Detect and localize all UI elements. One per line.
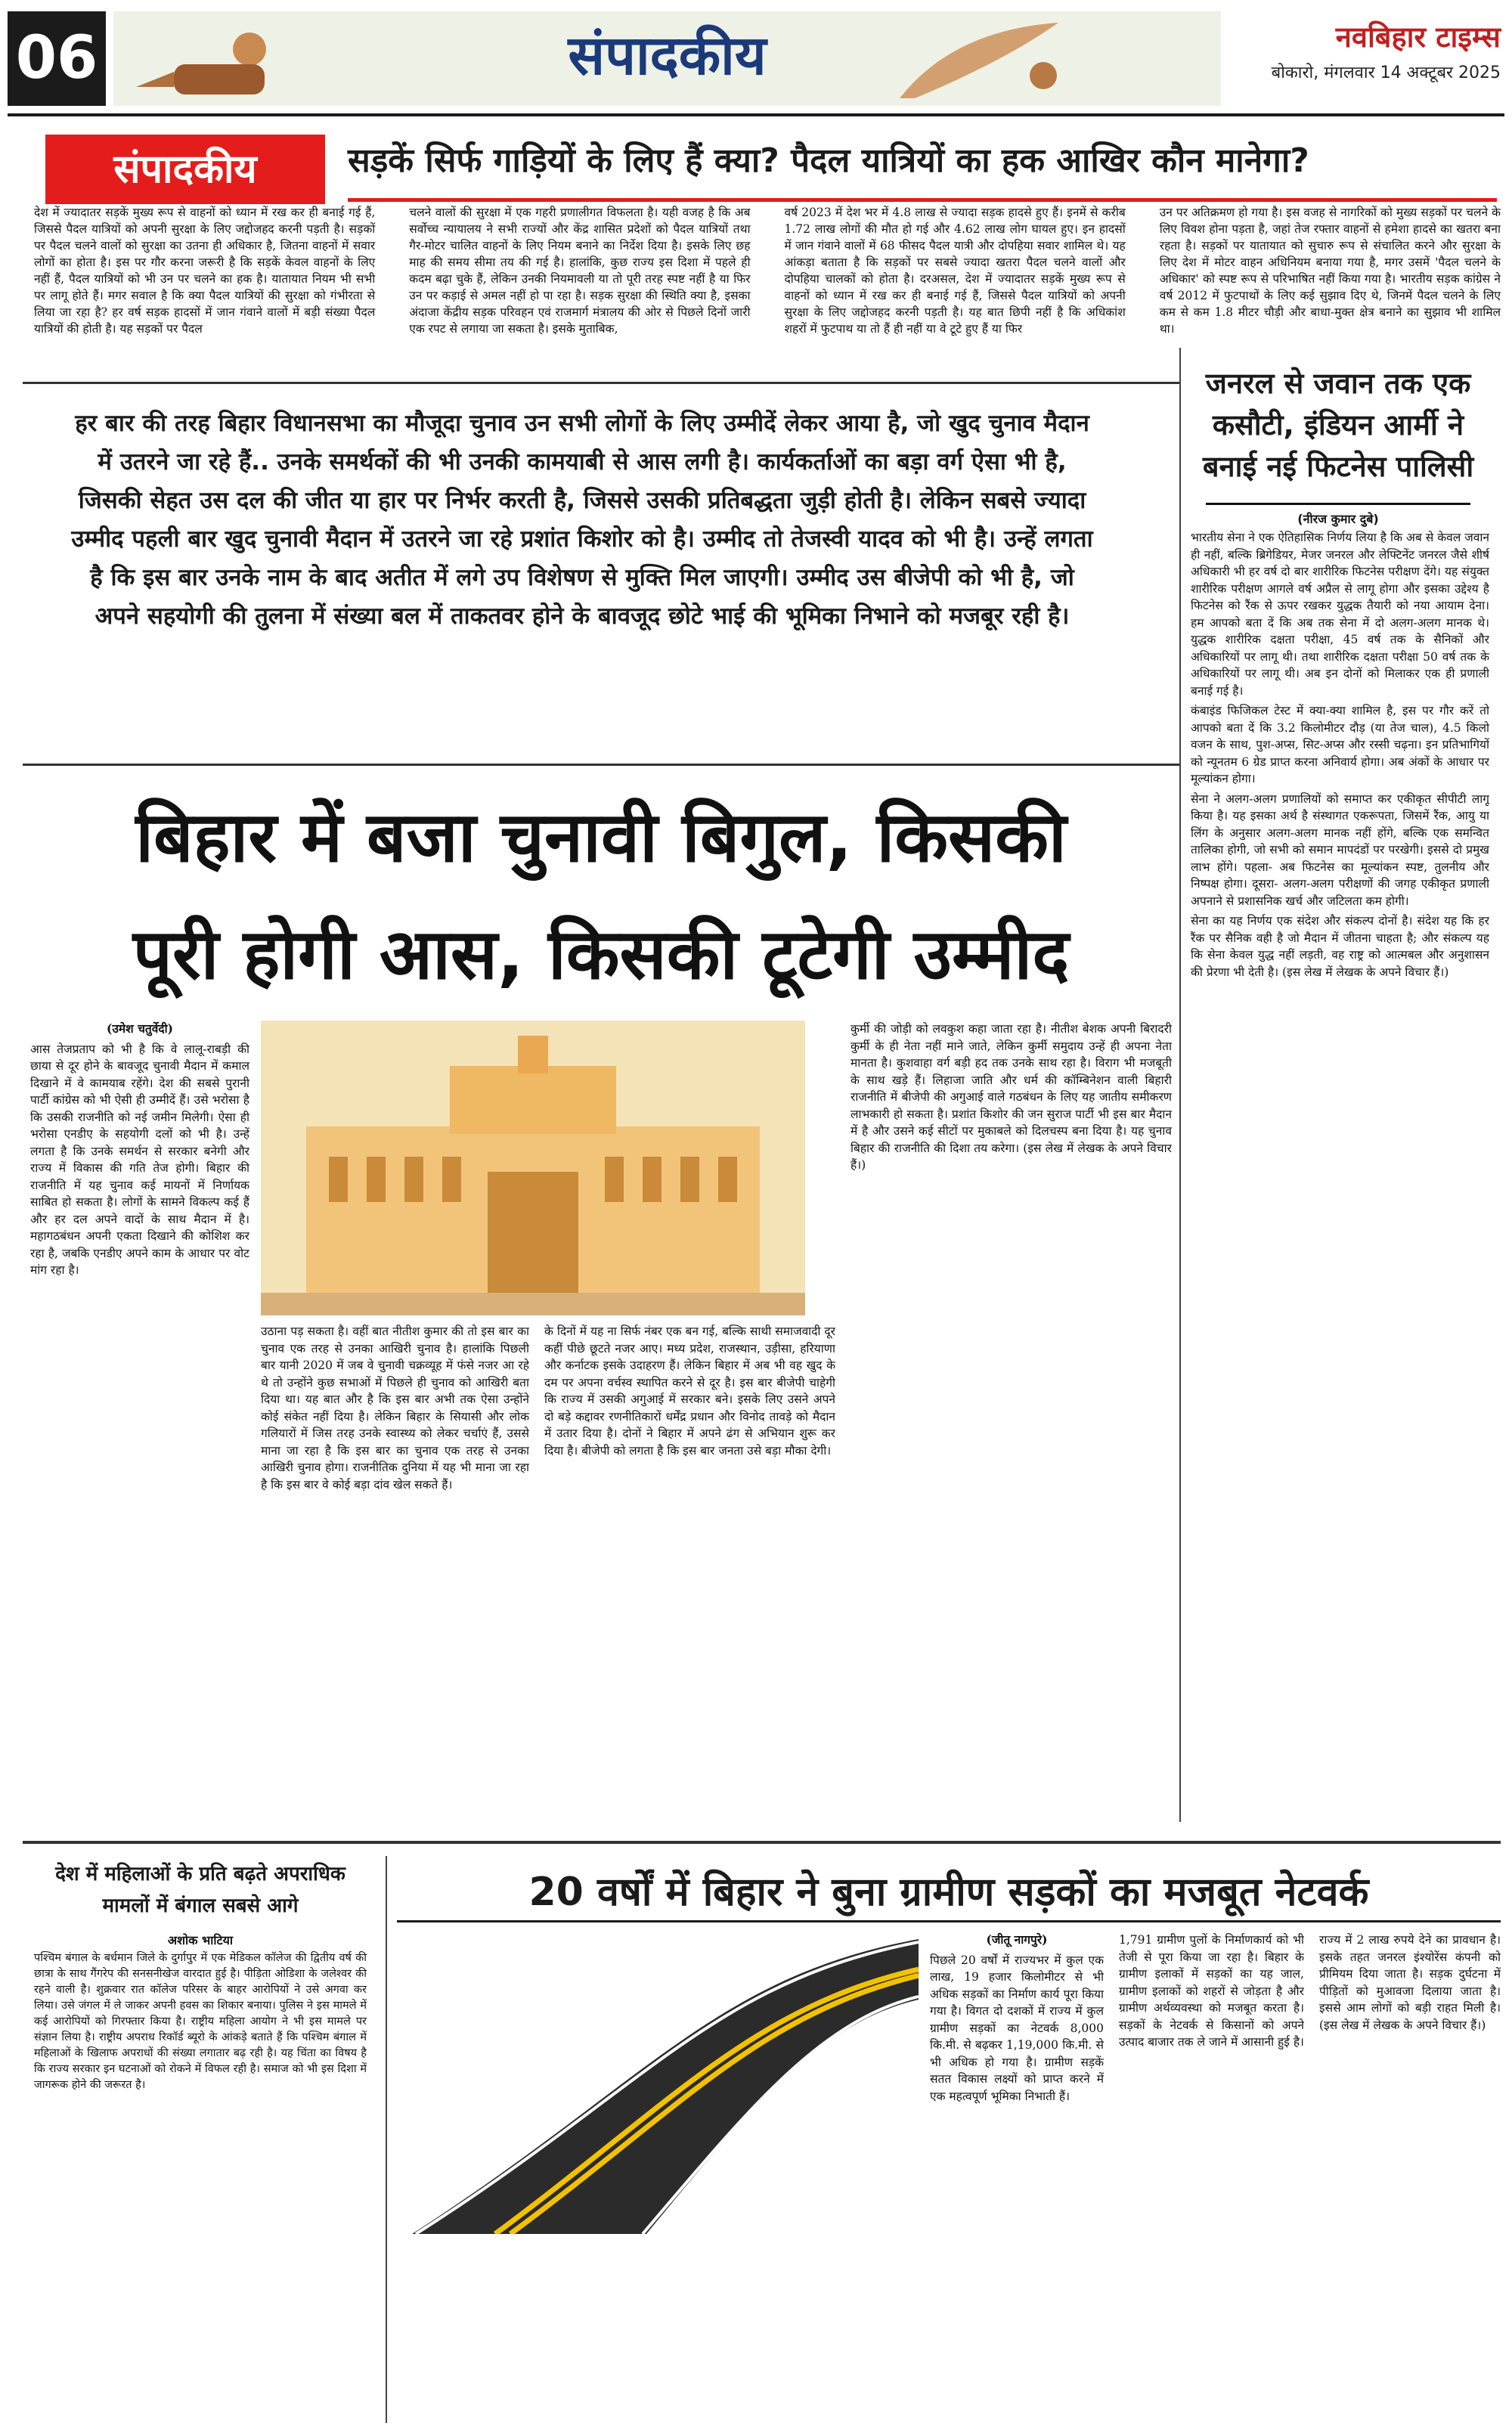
sidebar-paragraph: सेना ने अलग-अलग प्रणालियों को समाप्त कर एकीकृत सीपीटी लागू किया है। यह इसका अर्थ है संस्थागत एकरूपता, जिसमें रैंक, आयु या लिंग के अनुसार अलग-अलग मानक नहीं होंगे, बल्कि एक समन्वित तालिका होगी, जो सभी को समान मापदंडों पर परखेगी। इससे दो प्रमुख लाभ होंगे। पहला- अब फिटनेस का मूल्यांकन स्पष्ट, तुलनीय और निष्पक्ष होगा। दूसरा- अलग-अलग परीक्षणों की जगह एकीकृत प्रणाली अपनाने से प्रशासनिक खर्च और जटिलता कम होगी। [1191,792,1489,908]
roads-rule [397,1920,1501,1922]
dateline: बोकारो, मंगलवार 14 अक्टूबर 2025 [1271,64,1501,82]
lead-byline: (उमेश चतुर्वेदी) [107,1021,173,1036]
crime-paragraph: पश्चिम बंगाल के बर्धमान जिले के दुर्गापुर में एक मेडिकल कॉलेज की द्वितीय वर्ष की छात्रा के साथ गैंगरेप की सनसनीखेज वारदात हुई है। पीड़िता ओडिशा के जलेश्वर की रहने वाली है। शुक्रवार रात कॉलेज परिसर के बाहर आरोपियों ने उसे अगवा कर लिया। उसे जंगल में ले जाकर अपनी हवस का शिकार बनाया। पुलिस ने इस मामले में कई आरोपियों को गिरफ्तार किया है। राष्ट्रीय महिला आयोग ने भी इस मामले पर संज्ञान लिया है। राष्ट्रीय अपराध रिकॉर्ड ब्यूरो के आंकड़े बताते हैं कि पश्चिम बंगाल में महिलाओं के खिलाफ अपराधों की संख्या लगातार बढ़ रही है। यह चिंता का विषय है कि राज्य सरकार इन घटनाओं को रोकने में विफल रही है। समाज को भी इस दिशा में जागरूक होने की जरूरत है। [34,1952,367,2091]
roads-column [930,1932,1104,2415]
lead-paragraph: कुर्मी की जोड़ी को लवकुश कहा जाता रहा है। नीतीश बेशक अपनी बिरादरी कुर्मी के ही नेता नहीं माने जाते, लेकिन कुर्मी समुदाय उन्हें ही अपना नेता मानता है। कुशवाहा वर्ग बड़ी हद तक उनके साथ रहा है। विराग भी मजबूती के साथ खड़े हैं। लिहाजा जाति और धर्म की कॉम्बिनेशन वाली बिहारी राजनीति में बीजेपी की अगुआई वाले गठबंधन के लिए यह जातीय समीकरण लाभकारी हो सकता है। प्रशांत किशोर की जन सुराज पार्टी भी इस बार मैदान में है और उसने कई सीटों पर मुकाबले को दिलचस्प बना दिया है। यह चुनाव बिहार की राजनीति की दिशा तय करेगा। (इस लेख में लेखक के अपने विचार हैं।) [850,1022,1172,1172]
sidebar-rule [1206,503,1470,505]
sidebar-paragraph: कंबाइंड फिजिकल टेस्ट में क्या-क्या शामिल है, इस पर गौर करें तो आपको बता दें कि 3.2 किलोमीटर दौड़ (या तेज चाल), 4.5 किलो वजन के साथ, पुश-अप्स, सिट-अप्स और रस्सी चढ़ना। इन प्रतिभागियों को न्यूनतम 6 ग्रेड प्राप्त करना अनिवार्य होगा। अब अंकों के आधार पर मूल्यांकन होगा। [1191,704,1489,785]
section-divider [23,382,1179,384]
crime-body [34,1950,367,2419]
assembly-building-photo [261,1021,805,1315]
crime-headline: देश में महिलाओं के प्रति बढ़ते अपराधिक मामलों में बंगाल सबसे आगे [55,1863,345,1917]
editorial-paragraph: देश में ज्यादातर सड़कें मुख्य रूप से वाहनों को ध्यान में रख कर ही बनाई गई हैं, जिससे पैदल यात्रियों को अपनी सुरक्षा के लिए जद्दोजहद करनी पड़ती है। सड़कों पर पैदल चलने वालों को सुरक्षा का उतना ही अधिकार है, जितना वाहनों में सवार लोगों का होता है। इस पर गौर करना जरूरी है कि सड़कें केवल वाहनों के लिए नहीं हैं, पैदल यात्रियों को भी उन पर चलने का हक है। यातायात नियम भी सभी पर लागू होते हैं। मगर सवाल है कि क्या पैदल यात्रियों की सुरक्षा को गंभीरता से लिया जा रहा है? हर वर्ष सड़क हादसों में जान गंवाने वालों में बड़ी संख्या पैदल यात्रियों की होती है। यह सड़कों पर पैदल [34,206,376,336]
crime-byline: अशोक भाटिया [167,1933,234,1947]
lead-paragraph: उठाना पड़ सकता है। वहीं बात नीतीश कुमार की तो इस बार का चुनाव एक तरह से उनका आखिरी चुनाव है। हालांकि पिछली बार यानी 2020 में जब वे चुनावी चक्रव्यूह में फंसे नजर आ रहे थे तो उन्होंने कुछ सभाओं में पिछले ही चुनाव को आखिरी बता दिया था। यह बात और है कि इस बार अभी तक ऐसा उन्होंने कोई संकेत नहीं दिया है। लेकिन बिहार के सियासी और लोक गलियारों में जिस तरह उनके स्वास्थ्य को लेकर चर्चाएं हैं, उससे माना जा रहा है कि इस बार का चुनाव एक तरह से उनका आखिरी चुनाव होगा। राजनीतिक दुनिया में यह भी माना जा रहा है कि इस बार वे कोई बड़ा दांव खेल सकते हैं। [261,1324,529,1492]
road-photo [397,1932,919,2234]
editorial-headline: सड़कें सिर्फ गाड़ियों के लिए हैं क्या? पैदल यात्रियों का हक आखिर कौन मानेगा? [348,141,1309,180]
editorial-paragraph: उन पर अतिक्रमण हो गया है। इस वजह से नागरिकों को मुख्य सड़कों पर चलने के लिए विवश होना पड़ता है, जहां तेज रफ्तार वाहनों से हमेशा हादसे का खतरा बना रहता है। सड़कों पर यातायात को सुचारु रूप से संचालित करने और सुरक्षा के लिए देश में मोटर वाहन अधिनियम बनाया गया है, मगर उसमें 'पैदल चलने के अधिकार' को स्पष्ट रूप से परिभाषित नहीं किया गया है। भारतीय सड़क कांग्रेस ने वर्ष 2012 में फुटपाथों के लिए कई सुझाव दिए थे, जिनमें पैदल चलने के लिए कम से कम 1.8 मीटर चौड़ी और बाधा-मुक्त क्षेत्र बनाने का सुझाव भी शामिल था। [1159,206,1501,336]
lead-paragraph: आस तेजप्रताप को भी है कि वे लालू-राबड़ी की छाया से दूर होने के बावजूद चुनावी मैदान में कमाल दिखाने में वे कामयाब रहेंगे। देश की सबसे पुरानी पार्टी कांग्रेस को भी ऐसी ही उम्मीदें हैं। उसे भरोसा है कि उसकी राजनीति को नई जमीन मिलेगी। ऐसा ही भरोसा एनडीए के सहयोगी दलों को भी है। उन्हें लगता है कि उनके समर्थन से सरकार बनेगी और राज्य में विकास की गति तेज होगी। बिहार की राजनीति में यह चुनाव कई मायनों में निर्णायक साबित हो सकता है। लोगों के सामने विकल्प कई हैं और हर दल अपने वादों के साथ मैदान में है। महागठबंधन अपनी एकता दिखाने की कोशिश कर रहा है, जबकि एनडीए अपने काम के आधार पर वोट मांग रहा है। [30,1042,249,1277]
editorial-tag: संपादकीय [45,135,325,204]
lead-column [850,1021,1172,1814]
section-title: संपादकीय [568,23,767,87]
page-number: 06 [8,11,106,106]
roads-paragraph: पिछले 20 वर्षों में राज्यभर में कुल एक लाख, 19 हजार किलोमीटर से भी अधिक सड़कों का निर्माण कार्य पूरा किया गया है। विगत दो दशकों में राज्य में कुल ग्रामीण सड़कों का नेटवर्क 8,000 कि.मी. से बढ़कर 1,19,000 कि.मी. से भी अधिक हो गया है। ग्रामीण सड़कें सतत विकास लक्ष्यों को प्राप्त करने में एक महत्वपूर्ण भूमिका निभाती हैं। [930,1953,1104,2103]
roads-paragraph: 1,791 ग्रामीण पुलों के निर्माणकार्य को भी तेजी से पूरा किया जा रहा है। बिहार के ग्रामीण इलाकों में सड़कों का यह जाल, ग्रामीण इलाकों को शहरों से जोड़ता है और ग्रामीण अर्थव्यवस्था को मजबूत करता है। सड़कों के नेटवर्क से किसानों को अपने उत्पाद बाजार तक ले जाने में आसानी हुई है। [1119,1933,1304,2049]
lead-headline-line: बिहार में बजा चुनावी बिगुल, किसकी [135,797,1067,878]
lead-paragraph: के दिनों में यह ना सिर्फ नंबर एक बन गई, बल्कि साथी समाजवादी दूर कहीं पीछे छूटते नजर आए। मध्य प्रदेश, राजस्थान, उड़ीसा, हरियाणा और कर्नाटक इसके उदाहरण हैं। लेकिन बिहार में अब भी वह खुद के दम पर अपना वर्चस्व स्थापित करने से दूर है। इस बार बीजेपी चाहेगी कि राज्य में उसकी अगुआई में सरकार बने। इसके लिए उसने अपने दो बड़े कद्दावर रणनीतिकारों धर्मेंद्र प्रधान और विनोद तावड़े को मैदान में उतार दिया है। दोनों ने बिहार में अपने ढंग से अभियान शुरू कर दिया है। बीजेपी को लगता है कि इस बार जनता उसे बड़ा मौका देगी। [544,1324,835,1458]
sidebar-byline: (नीरज कुमार दुबे) [1297,512,1379,526]
roads-byline: (जीतू नागपुरे) [986,1932,1048,1947]
editorial-rule [348,198,1497,202]
editorial-paragraph: वर्ष 2023 में देश भर में 4.8 लाख से ज्यादा सड़क हादसे हुए हैं। इनमें से करीब 1.72 लाख लोगों की मौत हो गई और 4.62 लाख लोग घायल हुए। इन हादसों में जान गंवाने वालों में 68 फीसद पैदल यात्री और दोपहिया सवार शामिल थे। यह आंकड़ा बताता है कि सड़कों पर सबसे ज्यादा खतरा पैदल चलने वालों और दोपहिया चालकों को होता है। दरअसल, देश में ज्यादातर सड़कें मुख्य रूप से वाहनों को ध्यान में रख कर ही बनाई गई हैं, जिससे पैदल यात्रियों को अपनी सुरक्षा के लिए जद्दोजहद करनी पड़ती है। यह बात छिपी नहीं है कि अधिकांश शहरों में फुटपाथ या तो हैं ही नहीं या वे टूटे हुए हैं या फिर [784,206,1126,336]
lead-column [544,1323,835,1814]
lead-column [261,1323,529,1814]
roads-paragraph: राज्य में 2 लाख रुपये देने का प्रावधान है। इसके तहत जनरल इंश्योरेंस कंपनी को प्रीमियम दिया जाता है। सड़क दुर्घटना में पीड़ितों को मुआवजा दिलाया जाता है। इससे आम लोगों को बड़ी राहत मिली है। (इस लेख में लेखक के अपने विचार हैं।) [1319,1933,1501,2032]
newspaper-brand: नवबिहार टाइम्स [1335,20,1501,54]
section-divider [23,764,1179,766]
sidebar-headline: जनरल से जवान तक एक कसौटी, इंडियन आर्मी ने बनाई नई फिटनेस पालिसी [1202,367,1474,483]
lead-headline-line: पूरी होगी आस, किसकी टूटेगी उम्मीद [132,914,1070,995]
roads-column [1119,1932,1304,2415]
roads-headline: 20 वर्षों में बिहार ने बुना ग्रामीण सड़कों का मजबूत नेटवर्क [528,1870,1369,1915]
column-divider [386,1856,387,2423]
sidebar-body [1191,529,1489,1814]
lead-intro: हर बार की तरह बिहार विधानसभा का मौजूदा चुनाव उन सभी लोगों के लिए उम्मीदें लेकर आया है, जो खुद चुनाव मैदान में उतरने जा रहे हैं.. उनके समर्थकों की भी उनकी कामयाबी से आस लगी है। कार्यकर्ताओं का बड़ा वर्ग ऐसा भी है, जिसकी सेहत उस दल की जीत या हार पर निर्भर करती है, जिससे उसकी प्रतिबद्धता जुड़ी होती है। लेकिन सबसे ज्यादा उम्मीद पहली बार खुद चुनावी मैदान में उतरने जा रहे प्रशांत किशोर को है। उम्मीद तो तेजस्वी यादव को भी है। उन्हें लगता है कि इस बार उनके नाम के बाद अतीत में लगे उप विशेषण से मुक्ति मिल जाएगी। उम्मीद उस बीजेपी को भी है, जो अपने सहयोगी की तुलना में संख्या बल में ताकतवर होने के बावजूद छोटे भाई की भूमिका निभाने को मजबूर रही है। [71,410,1093,630]
lead-column [30,1021,249,1814]
sidebar-paragraph: भारतीय सेना ने एक ऐतिहासिक निर्णय लिया है कि अब से केवल जवान ही नहीं, बल्कि ब्रिगेडियर, मेजर जनरल और लेफ्टिनेंट जनरल जैसे शीर्ष अधिकारी भी हर वर्ष दो बार शारीरिक फिटनेस परीक्षण देंगे। यह संयुक्त शारीरिक परीक्षण आगले वर्ष अप्रैल से लागू होगा और इसका उद्देश्य है फिटनेस को रैंक से ऊपर रखकर युद्धक तैयारी को नया आयाम देना। हम आपको बता दें कि अब तक सेना में दो अलग-अलग मानक थे। युद्धक शारीरिक दक्षता परीक्षा, 45 वर्ष तक के सैनिकों और अधिकारियों पर लागू थी। तथा शारीरिक दक्षता परीक्षा 50 वर्ष तक के अधिकारियों पर लागू थी। अब इन दोनों को मिलाकर एक ही प्रणाली बनाई गई है। [1191,531,1489,698]
roads-column [1319,1932,1501,2415]
section-divider [23,1841,1501,1844]
header-rule [8,113,1504,116]
lead-headline [30,779,1172,1013]
sidebar-paragraph: सेना का यह निर्णय एक संदेश और संकल्प दोनों है। संदेश यह कि हर रैंक पर सैनिक वही है जो मैदान में जीतना चाहता है; और संकल्प यह कि सेना केवल युद्ध नहीं लड़ती, वह राष्ट्र को आत्मबल और अनुशासन की प्रेरणा भी देती है। (इस लेख में लेखक के अपने विचार हैं।) [1191,914,1489,979]
editorial-paragraph: चलने वालों की सुरक्षा में एक गहरी प्रणालीगत विफलता है। यही वजह है कि अब सर्वोच्च न्यायालय ने सभी राज्यों और केंद्र शासित प्रदेशों को पैदल यात्रियों तथा गैर-मोटर चालित वाहनों के लिए नियम बनाने का निर्देश दिया है। इसके लिए छह माह की समय सीमा तय की गई है। हालांकि, कुछ राज्य इस दिशा में पहले ही कदम बढ़ा चुके हैं, लेकिन उनकी नियमावली या तो पूरी तरह स्पष्ट नहीं है या फिर उन पर कड़ाई से अमल नहीं हो पा रहा है। सड़क सुरक्षा की स्थिति क्या है, इसका अंदाजा केंद्रीय सड़क परिवहन एवं राजमार्ग मंत्रालय की ओर से पिछले दिनों जारी एक रपट से लगाया जा सकता है। इसके मुताबिक, [409,206,751,336]
